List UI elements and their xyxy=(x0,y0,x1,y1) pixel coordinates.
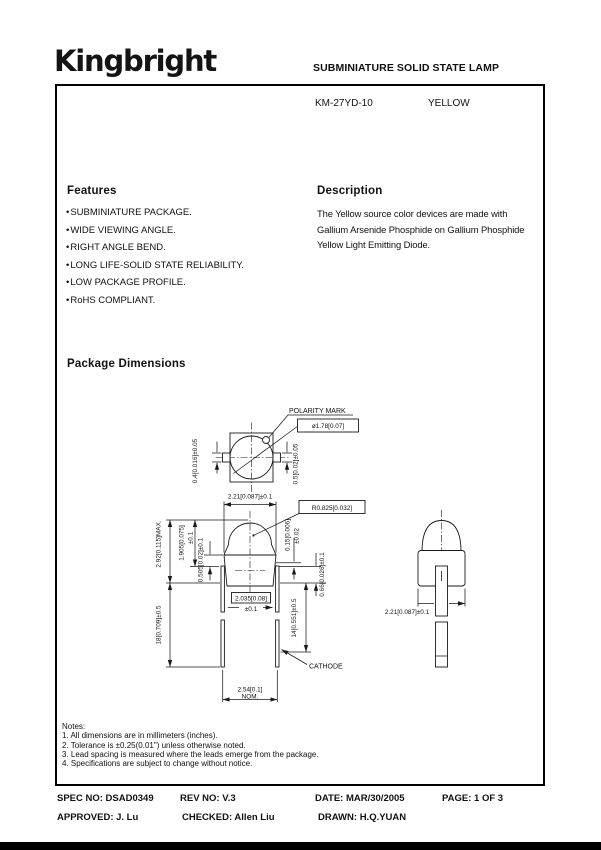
description-text: The Yellow source color devices are made with Gallium Arsenide Phosphide on Gallium Phosphide Yellow Light Emitting Diode. xyxy=(317,208,525,250)
lead-pitch-nom-label: NOM. xyxy=(241,693,259,701)
footer-rev-no: REV NO: V.3 xyxy=(180,793,236,804)
dim-collar xyxy=(198,537,224,582)
dome-radius-label: R0.825[0.032] xyxy=(311,504,353,512)
collar-label: 0.505[0.02]±0.1 xyxy=(197,537,205,583)
feature-item: • RoHS COMPLIANT. xyxy=(66,292,316,310)
note-item: 4. Specifications are subject to change without notice. xyxy=(62,759,253,769)
body-width-label: 2.21[0.087]±0.1 xyxy=(227,493,273,501)
leader-dot xyxy=(252,534,254,536)
cathode-callout xyxy=(282,650,344,671)
package-dimensions-drawing xyxy=(140,394,540,726)
footer-date: DATE: MAR/30/2005 xyxy=(315,793,405,804)
dim-inner-width xyxy=(228,593,273,614)
stand-off-label: 0.66[0.026]±0.1 xyxy=(319,552,326,597)
side-view-drawing xyxy=(385,510,465,667)
features-heading: Features xyxy=(67,185,117,197)
tab-right-label: 0.5[0.02]±0.05 xyxy=(292,443,300,485)
dim-lead-length-right xyxy=(281,583,312,652)
cathode-label: CATHODE xyxy=(309,663,343,671)
note-item: 1. All dimensions are in millimeters (inches). xyxy=(62,731,218,741)
lip-tol-label: ±0.02 xyxy=(293,528,301,544)
inner-width-tol-label: ±0.1 xyxy=(244,606,258,613)
footer-checked: CHECKED: Allen Liu xyxy=(182,812,275,823)
kingbright-logo: Kingbright xyxy=(54,44,217,78)
lip-label: 0.15[0.006] xyxy=(284,519,292,551)
bottom-bar xyxy=(0,842,601,850)
dim-stand-off xyxy=(280,552,326,597)
feature-item: • LOW PACKAGE PROFILE. xyxy=(66,274,316,292)
left-lead-stub xyxy=(223,453,231,462)
inner-width-label: 2.035[0.08] xyxy=(235,595,267,603)
dim-ticks xyxy=(276,563,321,567)
lead-length-left-label: 18[0.709]±0.5 xyxy=(155,605,163,645)
dome-height-label: 1.905[0.075] xyxy=(178,525,186,561)
left-lead-upper xyxy=(221,566,224,612)
footer-drawn: DRAWN: H.Q.YUAN xyxy=(318,812,407,823)
dim-side-width xyxy=(385,589,465,617)
feature-item: • WIDE VIEWING ANGLE. xyxy=(66,222,316,240)
lead-length-right-label: 14[0.551]±0.5 xyxy=(291,598,298,638)
footer-approved: APPROVED: J. Lu xyxy=(57,812,139,823)
right-lead-lower xyxy=(276,620,279,667)
note-item: 2. Tolerance is ±0.25(0.01") unless otherwise noted. xyxy=(62,740,246,750)
front-view-centerlines xyxy=(235,511,265,597)
part-number: KM-27YD-10 xyxy=(315,98,373,109)
lead-side-lower xyxy=(436,622,448,667)
right-lead-upper xyxy=(276,566,279,612)
dim-lead-pitch xyxy=(223,670,278,702)
dim-lip xyxy=(276,519,321,580)
notes-block xyxy=(62,722,319,768)
footer-page: PAGE: 1 OF 3 xyxy=(442,793,504,804)
dome-diameter-label: ø1.78[0.07] xyxy=(311,423,345,430)
tab-left-label: 0.4[0.016]±0.05 xyxy=(192,438,199,484)
side-width-label: 2.21[0.087]±0.1 xyxy=(384,609,430,616)
lead-pitch-label: 2.54[0.1] xyxy=(237,686,263,694)
feature-item: • SUBMINIATURE PACKAGE. xyxy=(66,204,316,222)
description-heading: Description xyxy=(317,185,383,197)
notes-title: Notes: xyxy=(62,722,86,731)
dome-height-tol-label: ±0.1 xyxy=(187,531,195,545)
document-title: SUBMINIATURE SOLID STATE LAMP xyxy=(313,62,500,74)
package-dimensions-heading: Package Dimensions xyxy=(67,358,186,370)
feature-item: • LONG LIFE-SOLID STATE RELIABILITY. xyxy=(66,257,316,275)
feature-item: • RIGHT ANGLE BEND. xyxy=(66,239,316,257)
polarity-mark-label: POLARITY MARK xyxy=(289,408,346,415)
total-height-label: 2.92[0.115]MAX. xyxy=(155,520,163,568)
dim-tab-right xyxy=(282,442,300,485)
polarity-mark-circle xyxy=(263,437,270,444)
left-lead-lower xyxy=(221,620,224,667)
note-item: 3. Lead spacing is measured where the leads emerge from the package. xyxy=(62,749,319,759)
dim-tab-left xyxy=(192,438,222,483)
emitted-color: YELLOW xyxy=(428,98,470,109)
dim-lead-length-left xyxy=(156,583,221,667)
dim-dome-radius xyxy=(252,501,365,537)
right-lead-stub xyxy=(273,453,281,462)
features-list xyxy=(66,204,316,309)
top-view-drawing xyxy=(192,408,359,493)
front-view-drawing xyxy=(156,494,366,703)
footer-spec-no: SPEC NO: DSAD0349 xyxy=(57,793,154,804)
